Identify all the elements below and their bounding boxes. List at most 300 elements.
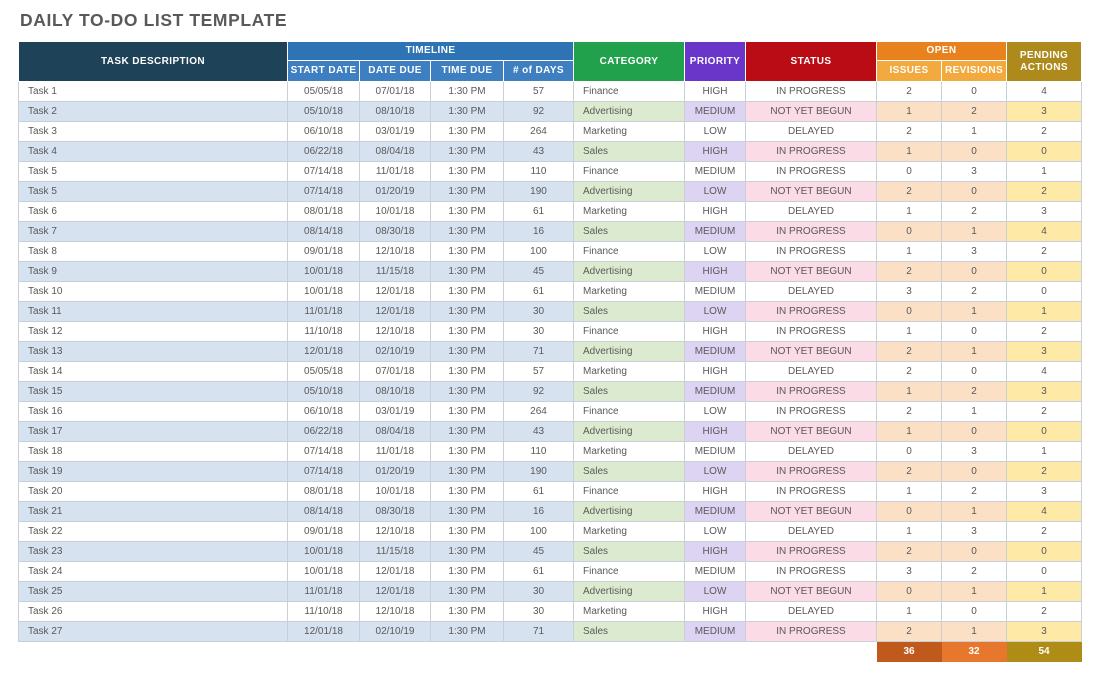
cell-category[interactable]: Finance: [574, 482, 685, 502]
pending-actions-total[interactable]: 54: [1007, 642, 1082, 662]
cell-due[interactable]: 08/30/18: [360, 502, 431, 522]
cell-issues[interactable]: 0: [877, 222, 942, 242]
cell-revisions[interactable]: 0: [942, 142, 1007, 162]
cell-time[interactable]: 1:30 PM: [431, 422, 504, 442]
cell-revisions[interactable]: 2: [942, 102, 1007, 122]
cell-category[interactable]: Marketing: [574, 362, 685, 382]
cell-issues[interactable]: 2: [877, 262, 942, 282]
cell-start[interactable]: 08/14/18: [288, 222, 360, 242]
cell-task[interactable]: Task 24: [19, 562, 288, 582]
cell-status[interactable]: IN PROGRESS: [746, 322, 877, 342]
cell-due[interactable]: 10/01/18: [360, 482, 431, 502]
cell-issues[interactable]: 1: [877, 322, 942, 342]
cell-category[interactable]: Advertising: [574, 262, 685, 282]
cell-time[interactable]: 1:30 PM: [431, 222, 504, 242]
cell-status[interactable]: NOT YET BEGUN: [746, 582, 877, 602]
cell-category[interactable]: Finance: [574, 162, 685, 182]
cell-days[interactable]: 100: [504, 522, 574, 542]
cell-time[interactable]: 1:30 PM: [431, 362, 504, 382]
cell-category[interactable]: Finance: [574, 402, 685, 422]
cell-start[interactable]: 12/01/18: [288, 342, 360, 362]
cell-category[interactable]: Advertising: [574, 342, 685, 362]
cell-due[interactable]: 12/01/18: [360, 302, 431, 322]
cell-category[interactable]: Marketing: [574, 442, 685, 462]
cell-priority[interactable]: HIGH: [685, 362, 746, 382]
cell-status[interactable]: NOT YET BEGUN: [746, 102, 877, 122]
cell-pending[interactable]: 2: [1007, 522, 1082, 542]
cell-pending[interactable]: 2: [1007, 182, 1082, 202]
cell-pending[interactable]: 3: [1007, 102, 1082, 122]
cell-revisions[interactable]: 1: [942, 222, 1007, 242]
cell-revisions[interactable]: 2: [942, 562, 1007, 582]
cell-pending[interactable]: 0: [1007, 262, 1082, 282]
cell-revisions[interactable]: 1: [942, 342, 1007, 362]
cell-time[interactable]: 1:30 PM: [431, 622, 504, 642]
cell-priority[interactable]: MEDIUM: [685, 382, 746, 402]
cell-issues[interactable]: 2: [877, 182, 942, 202]
cell-issues[interactable]: 1: [877, 602, 942, 622]
cell-issues[interactable]: 2: [877, 362, 942, 382]
cell-category[interactable]: Advertising: [574, 422, 685, 442]
cell-time[interactable]: 1:30 PM: [431, 122, 504, 142]
cell-revisions[interactable]: 3: [942, 242, 1007, 262]
cell-pending[interactable]: 3: [1007, 202, 1082, 222]
cell-status[interactable]: DELAYED: [746, 362, 877, 382]
cell-task[interactable]: Task 12: [19, 322, 288, 342]
cell-time[interactable]: 1:30 PM: [431, 322, 504, 342]
cell-start[interactable]: 11/10/18: [288, 602, 360, 622]
cell-days[interactable]: 16: [504, 502, 574, 522]
cell-due[interactable]: 12/10/18: [360, 602, 431, 622]
cell-priority[interactable]: HIGH: [685, 142, 746, 162]
cell-task[interactable]: Task 15: [19, 382, 288, 402]
cell-status[interactable]: IN PROGRESS: [746, 462, 877, 482]
cell-status[interactable]: DELAYED: [746, 522, 877, 542]
cell-days[interactable]: 110: [504, 162, 574, 182]
cell-due[interactable]: 11/01/18: [360, 162, 431, 182]
cell-priority[interactable]: LOW: [685, 402, 746, 422]
cell-category[interactable]: Finance: [574, 562, 685, 582]
cell-days[interactable]: 30: [504, 602, 574, 622]
cell-revisions[interactable]: 1: [942, 122, 1007, 142]
cell-revisions[interactable]: 0: [942, 542, 1007, 562]
cell-task[interactable]: Task 2: [19, 102, 288, 122]
cell-priority[interactable]: LOW: [685, 302, 746, 322]
cell-status[interactable]: DELAYED: [746, 602, 877, 622]
cell-start[interactable]: 06/10/18: [288, 402, 360, 422]
cell-status[interactable]: IN PROGRESS: [746, 562, 877, 582]
cell-task[interactable]: Task 8: [19, 242, 288, 262]
cell-revisions[interactable]: 0: [942, 602, 1007, 622]
cell-status[interactable]: NOT YET BEGUN: [746, 502, 877, 522]
cell-category[interactable]: Sales: [574, 622, 685, 642]
cell-pending[interactable]: 4: [1007, 82, 1082, 102]
cell-issues[interactable]: 2: [877, 462, 942, 482]
cell-status[interactable]: IN PROGRESS: [746, 402, 877, 422]
cell-category[interactable]: Sales: [574, 462, 685, 482]
cell-priority[interactable]: HIGH: [685, 482, 746, 502]
cell-pending[interactable]: 2: [1007, 402, 1082, 422]
cell-pending[interactable]: 1: [1007, 302, 1082, 322]
cell-days[interactable]: 43: [504, 422, 574, 442]
cell-time[interactable]: 1:30 PM: [431, 142, 504, 162]
cell-revisions[interactable]: 3: [942, 522, 1007, 542]
cell-due[interactable]: 08/10/18: [360, 102, 431, 122]
cell-category[interactable]: Finance: [574, 322, 685, 342]
cell-task[interactable]: Task 23: [19, 542, 288, 562]
cell-status[interactable]: IN PROGRESS: [746, 482, 877, 502]
cell-start[interactable]: 06/10/18: [288, 122, 360, 142]
cell-time[interactable]: 1:30 PM: [431, 522, 504, 542]
cell-start[interactable]: 07/14/18: [288, 162, 360, 182]
cell-pending[interactable]: 4: [1007, 222, 1082, 242]
cell-priority[interactable]: LOW: [685, 242, 746, 262]
cell-priority[interactable]: MEDIUM: [685, 162, 746, 182]
cell-due[interactable]: 03/01/19: [360, 122, 431, 142]
cell-days[interactable]: 100: [504, 242, 574, 262]
cell-time[interactable]: 1:30 PM: [431, 562, 504, 582]
cell-issues[interactable]: 3: [877, 282, 942, 302]
open-issues-total[interactable]: 36: [877, 642, 942, 662]
cell-priority[interactable]: MEDIUM: [685, 562, 746, 582]
cell-status[interactable]: DELAYED: [746, 122, 877, 142]
cell-priority[interactable]: MEDIUM: [685, 502, 746, 522]
cell-task[interactable]: Task 22: [19, 522, 288, 542]
cell-task[interactable]: Task 26: [19, 602, 288, 622]
cell-start[interactable]: 07/14/18: [288, 182, 360, 202]
cell-category[interactable]: Marketing: [574, 282, 685, 302]
cell-issues[interactable]: 1: [877, 382, 942, 402]
cell-pending[interactable]: 1: [1007, 442, 1082, 462]
cell-issues[interactable]: 1: [877, 482, 942, 502]
cell-due[interactable]: 12/01/18: [360, 562, 431, 582]
cell-start[interactable]: 09/01/18: [288, 242, 360, 262]
cell-revisions[interactable]: 0: [942, 262, 1007, 282]
cell-priority[interactable]: MEDIUM: [685, 442, 746, 462]
cell-status[interactable]: DELAYED: [746, 282, 877, 302]
cell-start[interactable]: 07/14/18: [288, 442, 360, 462]
cell-due[interactable]: 08/04/18: [360, 142, 431, 162]
cell-status[interactable]: DELAYED: [746, 202, 877, 222]
cell-due[interactable]: 12/10/18: [360, 242, 431, 262]
cell-task[interactable]: Task 9: [19, 262, 288, 282]
cell-pending[interactable]: 1: [1007, 582, 1082, 602]
cell-due[interactable]: 12/10/18: [360, 522, 431, 542]
cell-due[interactable]: 08/10/18: [360, 382, 431, 402]
cell-pending[interactable]: 2: [1007, 322, 1082, 342]
cell-task[interactable]: Task 13: [19, 342, 288, 362]
cell-time[interactable]: 1:30 PM: [431, 402, 504, 422]
cell-revisions[interactable]: 3: [942, 162, 1007, 182]
cell-revisions[interactable]: 1: [942, 622, 1007, 642]
cell-pending[interactable]: 2: [1007, 602, 1082, 622]
cell-pending[interactable]: 0: [1007, 422, 1082, 442]
cell-pending[interactable]: 0: [1007, 282, 1082, 302]
cell-status[interactable]: IN PROGRESS: [746, 222, 877, 242]
cell-revisions[interactable]: 0: [942, 462, 1007, 482]
cell-status[interactable]: NOT YET BEGUN: [746, 342, 877, 362]
cell-task[interactable]: Task 1: [19, 82, 288, 102]
cell-time[interactable]: 1:30 PM: [431, 442, 504, 462]
cell-time[interactable]: 1:30 PM: [431, 202, 504, 222]
cell-due[interactable]: 12/01/18: [360, 582, 431, 602]
cell-start[interactable]: 11/01/18: [288, 582, 360, 602]
cell-days[interactable]: 61: [504, 282, 574, 302]
cell-pending[interactable]: 0: [1007, 142, 1082, 162]
cell-task[interactable]: Task 18: [19, 442, 288, 462]
cell-task[interactable]: Task 14: [19, 362, 288, 382]
cell-task[interactable]: Task 10: [19, 282, 288, 302]
cell-time[interactable]: 1:30 PM: [431, 262, 504, 282]
cell-days[interactable]: 61: [504, 482, 574, 502]
cell-time[interactable]: 1:30 PM: [431, 342, 504, 362]
cell-revisions[interactable]: 3: [942, 442, 1007, 462]
cell-priority[interactable]: MEDIUM: [685, 222, 746, 242]
cell-pending[interactable]: 4: [1007, 502, 1082, 522]
cell-issues[interactable]: 0: [877, 302, 942, 322]
cell-days[interactable]: 30: [504, 322, 574, 342]
cell-issues[interactable]: 1: [877, 202, 942, 222]
cell-task[interactable]: Task 19: [19, 462, 288, 482]
cell-start[interactable]: 10/01/18: [288, 542, 360, 562]
cell-category[interactable]: Marketing: [574, 602, 685, 622]
cell-days[interactable]: 264: [504, 122, 574, 142]
cell-issues[interactable]: 1: [877, 102, 942, 122]
cell-category[interactable]: Sales: [574, 542, 685, 562]
cell-start[interactable]: 08/14/18: [288, 502, 360, 522]
cell-priority[interactable]: MEDIUM: [685, 342, 746, 362]
cell-days[interactable]: 45: [504, 542, 574, 562]
cell-priority[interactable]: HIGH: [685, 82, 746, 102]
cell-issues[interactable]: 2: [877, 342, 942, 362]
cell-days[interactable]: 92: [504, 102, 574, 122]
cell-time[interactable]: 1:30 PM: [431, 182, 504, 202]
cell-pending[interactable]: 3: [1007, 382, 1082, 402]
cell-due[interactable]: 07/01/18: [360, 362, 431, 382]
cell-start[interactable]: 05/10/18: [288, 382, 360, 402]
cell-revisions[interactable]: 2: [942, 482, 1007, 502]
cell-days[interactable]: 92: [504, 382, 574, 402]
cell-revisions[interactable]: 2: [942, 382, 1007, 402]
cell-status[interactable]: NOT YET BEGUN: [746, 422, 877, 442]
cell-pending[interactable]: 3: [1007, 622, 1082, 642]
cell-due[interactable]: 11/15/18: [360, 262, 431, 282]
cell-task[interactable]: Task 20: [19, 482, 288, 502]
cell-issues[interactable]: 1: [877, 522, 942, 542]
cell-issues[interactable]: 0: [877, 502, 942, 522]
cell-priority[interactable]: LOW: [685, 182, 746, 202]
cell-revisions[interactable]: 1: [942, 502, 1007, 522]
cell-pending[interactable]: 2: [1007, 122, 1082, 142]
cell-due[interactable]: 03/01/19: [360, 402, 431, 422]
cell-time[interactable]: 1:30 PM: [431, 242, 504, 262]
cell-category[interactable]: Advertising: [574, 182, 685, 202]
cell-due[interactable]: 12/01/18: [360, 282, 431, 302]
cell-start[interactable]: 12/01/18: [288, 622, 360, 642]
cell-start[interactable]: 11/10/18: [288, 322, 360, 342]
cell-issues[interactable]: 1: [877, 142, 942, 162]
cell-due[interactable]: 11/01/18: [360, 442, 431, 462]
cell-task[interactable]: Task 5: [19, 182, 288, 202]
cell-pending[interactable]: 2: [1007, 462, 1082, 482]
cell-task[interactable]: Task 17: [19, 422, 288, 442]
cell-start[interactable]: 06/22/18: [288, 142, 360, 162]
cell-start[interactable]: 08/01/18: [288, 202, 360, 222]
cell-task[interactable]: Task 5: [19, 162, 288, 182]
cell-status[interactable]: DELAYED: [746, 442, 877, 462]
cell-time[interactable]: 1:30 PM: [431, 162, 504, 182]
cell-days[interactable]: 30: [504, 302, 574, 322]
cell-priority[interactable]: HIGH: [685, 602, 746, 622]
cell-days[interactable]: 190: [504, 182, 574, 202]
cell-task[interactable]: Task 7: [19, 222, 288, 242]
cell-days[interactable]: 45: [504, 262, 574, 282]
cell-priority[interactable]: HIGH: [685, 202, 746, 222]
cell-status[interactable]: IN PROGRESS: [746, 242, 877, 262]
cell-time[interactable]: 1:30 PM: [431, 582, 504, 602]
cell-issues[interactable]: 0: [877, 582, 942, 602]
cell-days[interactable]: 57: [504, 362, 574, 382]
cell-issues[interactable]: 3: [877, 562, 942, 582]
cell-due[interactable]: 02/10/19: [360, 342, 431, 362]
cell-priority[interactable]: MEDIUM: [685, 282, 746, 302]
cell-days[interactable]: 190: [504, 462, 574, 482]
cell-days[interactable]: 71: [504, 622, 574, 642]
cell-revisions[interactable]: 1: [942, 302, 1007, 322]
cell-issues[interactable]: 2: [877, 622, 942, 642]
cell-issues[interactable]: 1: [877, 422, 942, 442]
cell-due[interactable]: 07/01/18: [360, 82, 431, 102]
cell-due[interactable]: 10/01/18: [360, 202, 431, 222]
cell-category[interactable]: Sales: [574, 382, 685, 402]
cell-category[interactable]: Marketing: [574, 202, 685, 222]
cell-start[interactable]: 10/01/18: [288, 562, 360, 582]
cell-status[interactable]: NOT YET BEGUN: [746, 182, 877, 202]
cell-task[interactable]: Task 25: [19, 582, 288, 602]
cell-revisions[interactable]: 2: [942, 202, 1007, 222]
cell-task[interactable]: Task 16: [19, 402, 288, 422]
cell-revisions[interactable]: 0: [942, 322, 1007, 342]
cell-issues[interactable]: 0: [877, 442, 942, 462]
cell-time[interactable]: 1:30 PM: [431, 382, 504, 402]
cell-status[interactable]: IN PROGRESS: [746, 542, 877, 562]
cell-due[interactable]: 08/30/18: [360, 222, 431, 242]
cell-priority[interactable]: HIGH: [685, 262, 746, 282]
cell-revisions[interactable]: 2: [942, 282, 1007, 302]
cell-issues[interactable]: 2: [877, 82, 942, 102]
cell-category[interactable]: Advertising: [574, 502, 685, 522]
cell-days[interactable]: 30: [504, 582, 574, 602]
cell-due[interactable]: 11/15/18: [360, 542, 431, 562]
cell-priority[interactable]: LOW: [685, 462, 746, 482]
cell-category[interactable]: Finance: [574, 82, 685, 102]
cell-time[interactable]: 1:30 PM: [431, 102, 504, 122]
cell-revisions[interactable]: 0: [942, 182, 1007, 202]
cell-status[interactable]: IN PROGRESS: [746, 622, 877, 642]
cell-category[interactable]: Finance: [574, 242, 685, 262]
cell-status[interactable]: IN PROGRESS: [746, 302, 877, 322]
cell-start[interactable]: 06/22/18: [288, 422, 360, 442]
cell-start[interactable]: 11/01/18: [288, 302, 360, 322]
cell-days[interactable]: 16: [504, 222, 574, 242]
cell-start[interactable]: 09/01/18: [288, 522, 360, 542]
cell-due[interactable]: 01/20/19: [360, 182, 431, 202]
cell-status[interactable]: IN PROGRESS: [746, 162, 877, 182]
cell-category[interactable]: Advertising: [574, 102, 685, 122]
cell-revisions[interactable]: 0: [942, 422, 1007, 442]
cell-task[interactable]: Task 27: [19, 622, 288, 642]
cell-due[interactable]: 12/10/18: [360, 322, 431, 342]
cell-issues[interactable]: 2: [877, 542, 942, 562]
cell-category[interactable]: Sales: [574, 142, 685, 162]
cell-status[interactable]: IN PROGRESS: [746, 382, 877, 402]
cell-status[interactable]: IN PROGRESS: [746, 82, 877, 102]
cell-pending[interactable]: 0: [1007, 562, 1082, 582]
cell-days[interactable]: 43: [504, 142, 574, 162]
cell-start[interactable]: 08/01/18: [288, 482, 360, 502]
cell-priority[interactable]: MEDIUM: [685, 102, 746, 122]
open-revisions-total[interactable]: 32: [942, 642, 1007, 662]
cell-days[interactable]: 57: [504, 82, 574, 102]
cell-due[interactable]: 02/10/19: [360, 622, 431, 642]
cell-pending[interactable]: 4: [1007, 362, 1082, 382]
cell-days[interactable]: 264: [504, 402, 574, 422]
cell-priority[interactable]: HIGH: [685, 542, 746, 562]
cell-start[interactable]: 07/14/18: [288, 462, 360, 482]
cell-pending[interactable]: 3: [1007, 342, 1082, 362]
cell-time[interactable]: 1:30 PM: [431, 502, 504, 522]
cell-time[interactable]: 1:30 PM: [431, 542, 504, 562]
cell-status[interactable]: NOT YET BEGUN: [746, 262, 877, 282]
cell-pending[interactable]: 3: [1007, 482, 1082, 502]
cell-issues[interactable]: 2: [877, 122, 942, 142]
cell-issues[interactable]: 1: [877, 242, 942, 262]
cell-task[interactable]: Task 21: [19, 502, 288, 522]
cell-time[interactable]: 1:30 PM: [431, 82, 504, 102]
cell-time[interactable]: 1:30 PM: [431, 282, 504, 302]
cell-days[interactable]: 71: [504, 342, 574, 362]
cell-priority[interactable]: LOW: [685, 122, 746, 142]
cell-priority[interactable]: HIGH: [685, 422, 746, 442]
cell-pending[interactable]: 0: [1007, 542, 1082, 562]
cell-revisions[interactable]: 0: [942, 362, 1007, 382]
cell-priority[interactable]: LOW: [685, 522, 746, 542]
cell-start[interactable]: 05/10/18: [288, 102, 360, 122]
cell-start[interactable]: 05/05/18: [288, 362, 360, 382]
cell-days[interactable]: 61: [504, 562, 574, 582]
cell-task[interactable]: Task 11: [19, 302, 288, 322]
cell-days[interactable]: 61: [504, 202, 574, 222]
cell-due[interactable]: 08/04/18: [360, 422, 431, 442]
cell-category[interactable]: Sales: [574, 302, 685, 322]
cell-revisions[interactable]: 1: [942, 402, 1007, 422]
cell-priority[interactable]: MEDIUM: [685, 622, 746, 642]
cell-start[interactable]: 10/01/18: [288, 262, 360, 282]
cell-pending[interactable]: 1: [1007, 162, 1082, 182]
cell-time[interactable]: 1:30 PM: [431, 602, 504, 622]
cell-task[interactable]: Task 6: [19, 202, 288, 222]
cell-days[interactable]: 110: [504, 442, 574, 462]
cell-category[interactable]: Marketing: [574, 122, 685, 142]
cell-issues[interactable]: 2: [877, 402, 942, 422]
cell-due[interactable]: 01/20/19: [360, 462, 431, 482]
cell-category[interactable]: Sales: [574, 222, 685, 242]
cell-revisions[interactable]: 0: [942, 82, 1007, 102]
cell-status[interactable]: IN PROGRESS: [746, 142, 877, 162]
cell-start[interactable]: 05/05/18: [288, 82, 360, 102]
cell-revisions[interactable]: 1: [942, 582, 1007, 602]
cell-task[interactable]: Task 3: [19, 122, 288, 142]
